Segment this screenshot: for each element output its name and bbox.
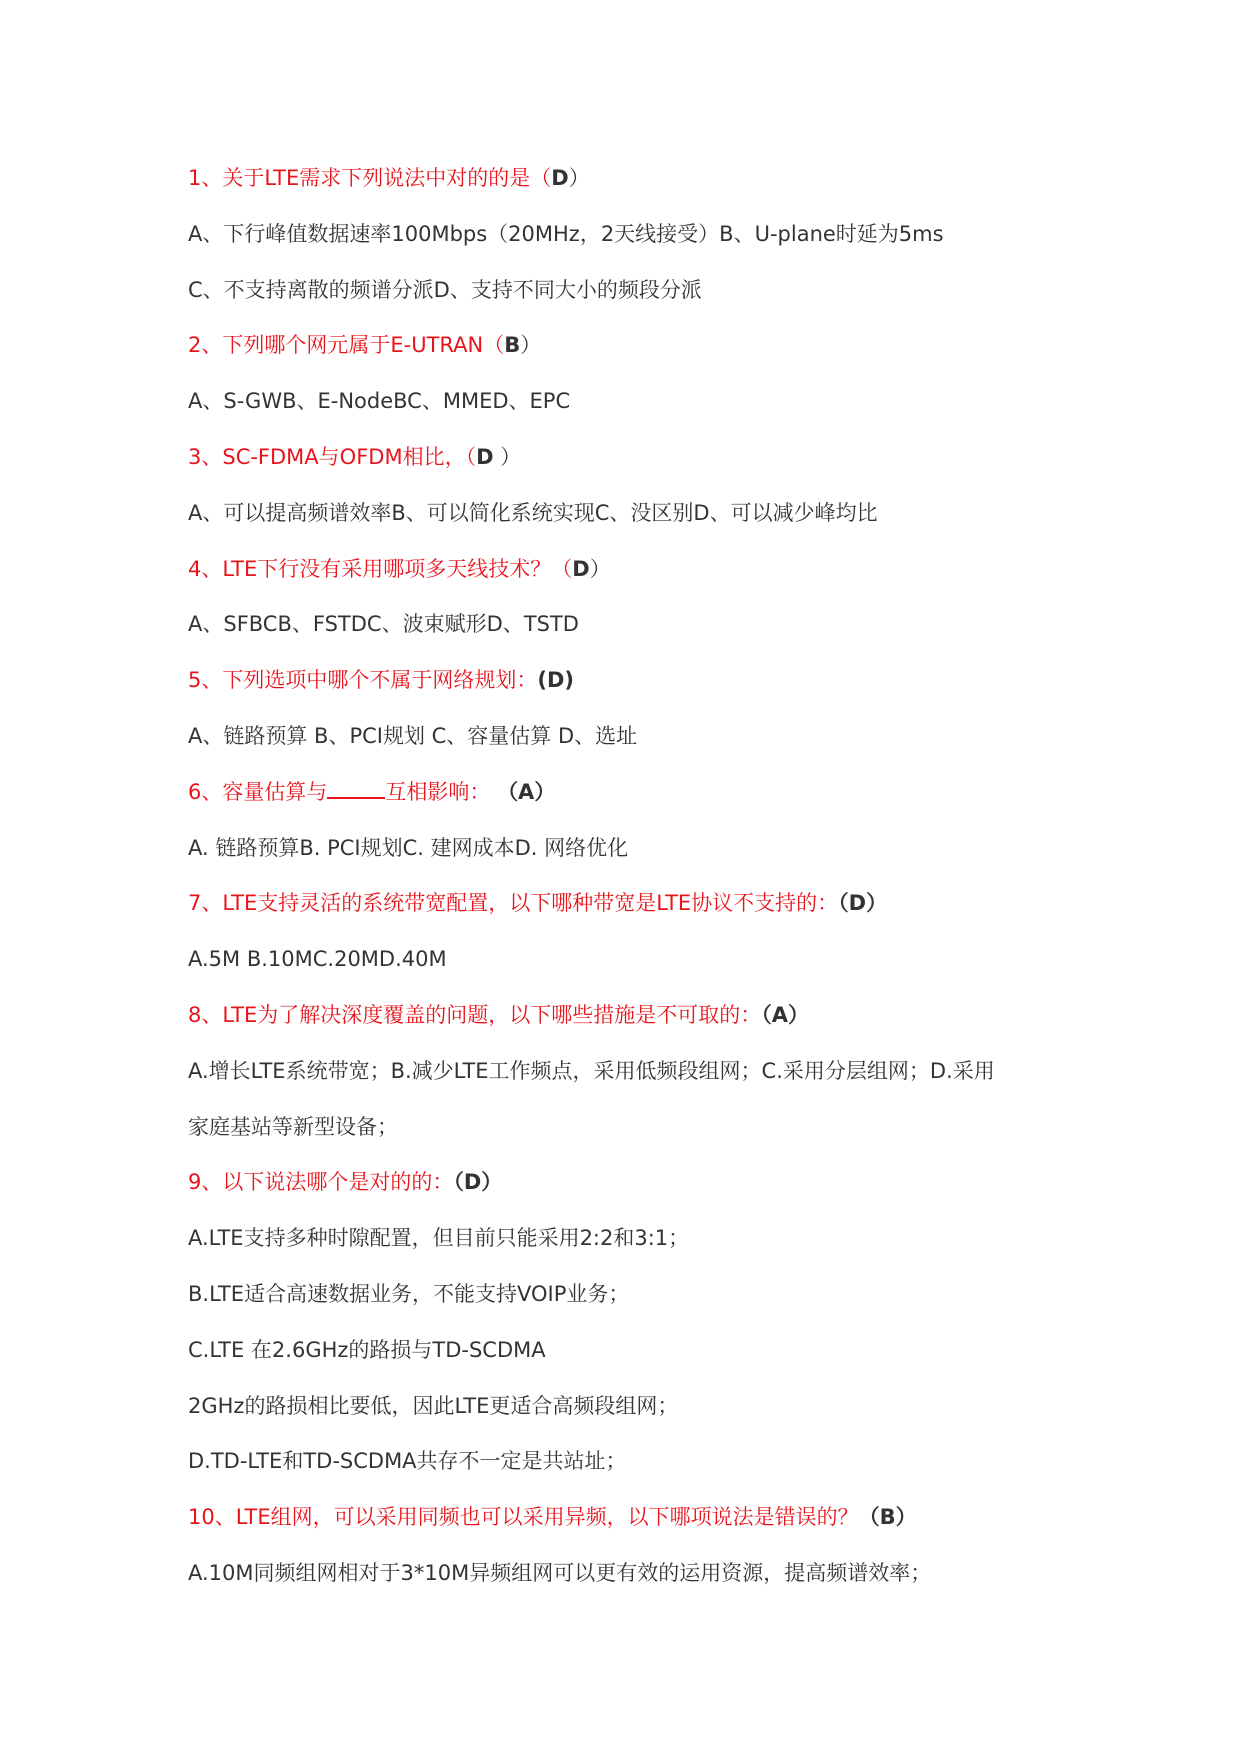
answer-mark: B xyxy=(504,333,521,358)
question-2-stem xyxy=(188,330,1068,386)
question-1-option-line: C、不支持离散的频谱分派D、支持不同大小的频段分派 xyxy=(188,277,702,302)
question-9-option-line: A.LTE支持多种时隙配置，但目前只能采用2:2和3:1； xyxy=(188,1226,690,1251)
question-7-stem xyxy=(188,888,1068,944)
answer-mark: （D） xyxy=(838,891,888,916)
question-text-end: ） xyxy=(520,333,542,358)
question-text: 9、以下说法哪个是对的的： xyxy=(188,1170,454,1195)
question-10-option-line: A.10M同频组网相对于3*10M异频组网可以更有效的运用资源，提高频谱效率； xyxy=(188,1560,932,1585)
answer-mark: (D) xyxy=(537,668,574,693)
question-9-option-line: C.LTE 在2.6GHz的路损与TD-SCDMA xyxy=(188,1337,546,1362)
question-text: 5、下列选项中哪个不属于网络规划： xyxy=(188,668,538,693)
question-6-stem xyxy=(188,777,1068,833)
question-9-option-line: B.LTE适合高速数据业务，不能支持VOIP业务； xyxy=(188,1281,630,1306)
answer-mark: （A） xyxy=(497,779,556,804)
question-6-option-line: A. 链路预算B. PCI规划C. 建网成本D. 网络优化 xyxy=(188,835,629,860)
answer-mark: D xyxy=(476,444,494,469)
question-text: 4、LTE下行没有采用哪项多天线技术？（ xyxy=(188,556,573,581)
answer-mark: （A） xyxy=(761,1002,810,1027)
answer-mark: （B） xyxy=(858,1505,917,1530)
answer-mark: （D） xyxy=(453,1170,503,1195)
question-4-option-line: A、SFBCB、FSTDC、波束赋形D、TSTD xyxy=(188,612,579,637)
question-8-stem xyxy=(188,1000,1068,1056)
fill-in-blank xyxy=(327,777,385,799)
question-text-end: ） xyxy=(493,444,522,469)
question-9-option-line: D.TD-LTE和TD-SCDMA共存不一定是共站址； xyxy=(188,1449,627,1474)
question-text: 1、关于LTE需求下列说法中对的的是（ xyxy=(188,166,552,190)
question-text: 10、LTE组网，可以采用同频也可以采用异频，以下哪项说法是错误的？ xyxy=(188,1505,859,1530)
question-4-stem xyxy=(188,554,1068,610)
question-text-mid: 互相影响： xyxy=(385,779,491,804)
question-10-stem xyxy=(188,1502,1068,1558)
question-1-stem xyxy=(188,163,1068,219)
question-list xyxy=(188,163,1068,1614)
question-8-option-line: 家庭基站等新型设备； xyxy=(188,1114,398,1139)
question-text: 6、容量估算与 xyxy=(188,779,328,804)
question-text: 3、SC-FDMA与OFDM相比，（ xyxy=(188,444,477,469)
question-7-option-line: A.5M B.10MC.20MD.40M xyxy=(188,947,447,972)
answer-mark: D xyxy=(572,556,590,581)
question-2-option-line: A、S-GWB、E-NodeBC、MMED、EPC xyxy=(188,389,571,414)
answer-mark: D xyxy=(551,166,569,190)
question-text: 7、LTE支持灵活的系统带宽配置，以下哪种带宽是LTE协议不支持的： xyxy=(188,891,839,916)
question-5-stem xyxy=(188,665,1068,721)
question-text-end: ） xyxy=(568,166,590,190)
question-9-stem xyxy=(188,1167,1068,1223)
question-1-option-line: A、下行峰值数据速率100Mbps（20MHz，2天线接受）B、U-plane时延为5ms xyxy=(188,221,944,246)
question-9-option-line: 2GHz的路损相比要低，因此LTE更适合高频段组网； xyxy=(188,1393,679,1418)
question-3-stem xyxy=(188,442,1068,498)
question-text: 8、LTE为了解决深度覆盖的问题，以下哪些措施是不可取的： xyxy=(188,1002,762,1027)
question-5-option-line: A、链路预算 B、PCI规划 C、容量估算 D、选址 xyxy=(188,723,638,748)
question-text-end: ） xyxy=(589,556,611,581)
question-8-option-line: A.增长LTE系统带宽；B.减少LTE工作频点，采用低频段组网；C.采用分层组网；D.采用 xyxy=(188,1058,995,1083)
question-text: 2、下列哪个网元属于E-UTRAN（ xyxy=(188,333,505,358)
question-3-option-line: A、可以提高频谱效率B、可以简化系统实现C、没区别D、可以减少峰均比 xyxy=(188,500,878,525)
